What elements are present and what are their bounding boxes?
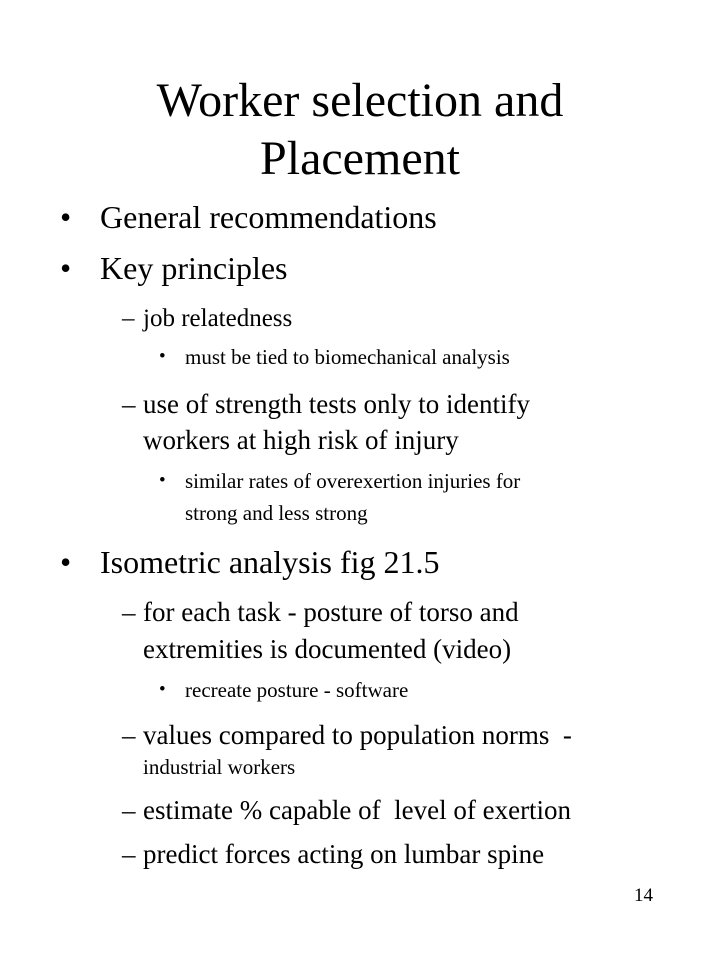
- dash-marker: –: [122, 305, 135, 332]
- bullet-marker: •: [159, 470, 166, 491]
- page-number: 14: [634, 885, 653, 906]
- sub-item-text-line-1: use of strength tests only to identify: [143, 389, 530, 419]
- bullet-marker: •: [60, 250, 72, 286]
- bullet-text: Isometric analysis fig 21.5: [100, 544, 440, 580]
- sub-item-text-line-2: extremities is documented (video): [143, 634, 512, 664]
- bullet-text: Key principles: [100, 250, 288, 286]
- sub-item-text-line-2: workers at high risk of injury: [143, 425, 459, 455]
- slide-title-line-1: Worker selection and: [156, 74, 564, 127]
- sub-sub-item-text: must be tied to biomechanical analysis: [185, 345, 510, 369]
- dash-marker: –: [122, 597, 136, 627]
- sub-sub-item-text: recreate posture - software: [185, 678, 409, 702]
- sub-item-text: estimate % capable of level of exertion: [143, 795, 572, 825]
- sub-sub-item-text-line-2: strong and less strong: [185, 501, 368, 525]
- sub-item-text: predict forces acting on lumbar spine: [143, 839, 545, 869]
- dash-marker: –: [122, 720, 136, 750]
- sub-item-text-line-2: industrial workers: [143, 755, 296, 779]
- bullet-marker: •: [60, 544, 72, 580]
- dash-marker: –: [122, 389, 136, 419]
- slide-title-line-2: Placement: [260, 132, 460, 185]
- sub-item-text: job relatedness: [143, 305, 293, 332]
- sub-item-text-line-1: for each task - posture of torso and: [143, 597, 519, 627]
- dash-marker: –: [122, 839, 136, 869]
- dash-marker: –: [122, 795, 136, 825]
- bullet-marker: •: [159, 346, 166, 367]
- bullet-text: General recommendations: [100, 199, 437, 235]
- slide-title: [0, 72, 720, 188]
- sub-sub-item-text-line-1: similar rates of overexertion injuries for: [185, 469, 521, 493]
- bullet-marker: •: [159, 679, 166, 700]
- bullet-marker: •: [60, 199, 72, 235]
- sub-item-text-line-1: values compared to population norms -: [143, 720, 572, 750]
